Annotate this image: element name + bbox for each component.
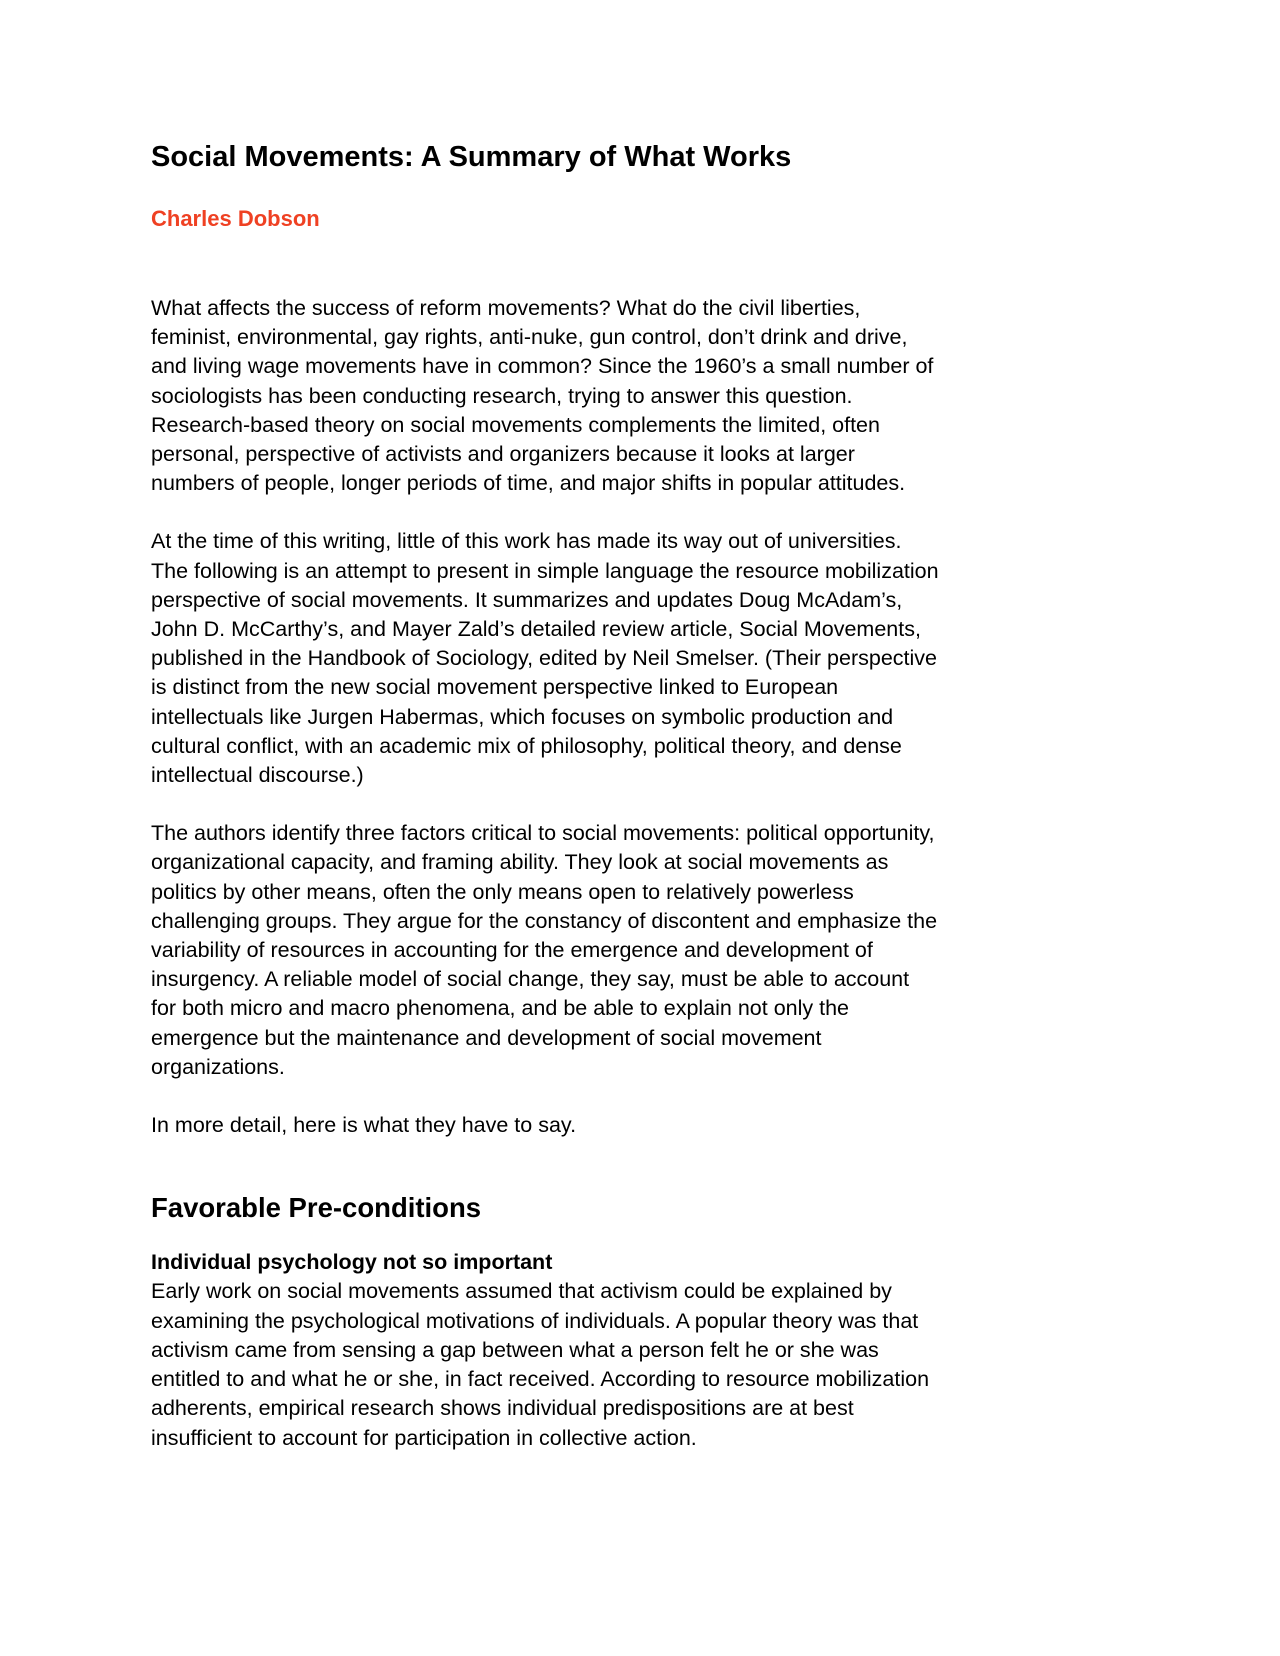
factors-paragraph: The authors identify three factors critical to social movements: political opportunity, organizational capacity, and framing ability. They look at social movements as politics by other means, often the only means open to relatively powerless challenging groups. They argue for the constancy of discontent and emphasize the variability of resources in accounting for the emergence and development of insurgency. A reliable model of social change, they say, must be able to account for both micro and macro phenomena, and be able to explain not only the emergence but the maintenance and development of social movement organizations. bbox=[151, 821, 938, 1079]
subsection-heading: Individual psychology not so important bbox=[151, 1250, 553, 1275]
author-name: Charles Dobson bbox=[151, 206, 320, 231]
section-body-paragraph: Early work on social movements assumed that activism could be explained by examining the psychological motivations of individuals. A popular theory was that activism came from sensing a gap between what a person felt he or she was entitled to and what he or she, in fact received. According to resource mobilization adherents, empirical research shows individual predispositions are at best insufficient to account for participation in collective action. bbox=[151, 1279, 930, 1450]
document-title: Social Movements: A Summary of What Works bbox=[151, 141, 792, 173]
section-heading: Favorable Pre-conditions bbox=[151, 1192, 482, 1224]
intro-paragraph: What affects the success of reform movements? What do the civil liberties, feminist, environmental, gay rights, anti-nuke, gun control, don’t drink and drive, and living wage movements have in common? Since the 1960’s a small number of sociologists has been conducting research, trying to answer this question. Research-based theory on social movements complements the limited, often personal, perspective of activists and organizers because it looks at larger numbers of people, longer periods of time, and major shifts in popular attitudes. bbox=[151, 296, 934, 496]
transition-paragraph: In more detail, here is what they have to say. bbox=[151, 1113, 577, 1138]
document-page bbox=[151, 140, 1011, 1453]
context-paragraph: At the time of this writing, little of this work has made its way out of universities. The following is an attempt to present in simple language the resource mobilization perspective of social movements. It summarizes and updates Doug McAdam’s, John D. McCarthy’s, and Mayer Zald’s detailed review article, Social Movements, published in the Handbook of Sociology, edited by Neil Smelser. (Their perspective is distinct from the new social movement perspective linked to European intellectuals like Jurgen Habermas, which focuses on symbolic production and cultural conflict, with an academic mix of philosophy, political theory, and dense intellectual discourse.) bbox=[151, 529, 939, 788]
